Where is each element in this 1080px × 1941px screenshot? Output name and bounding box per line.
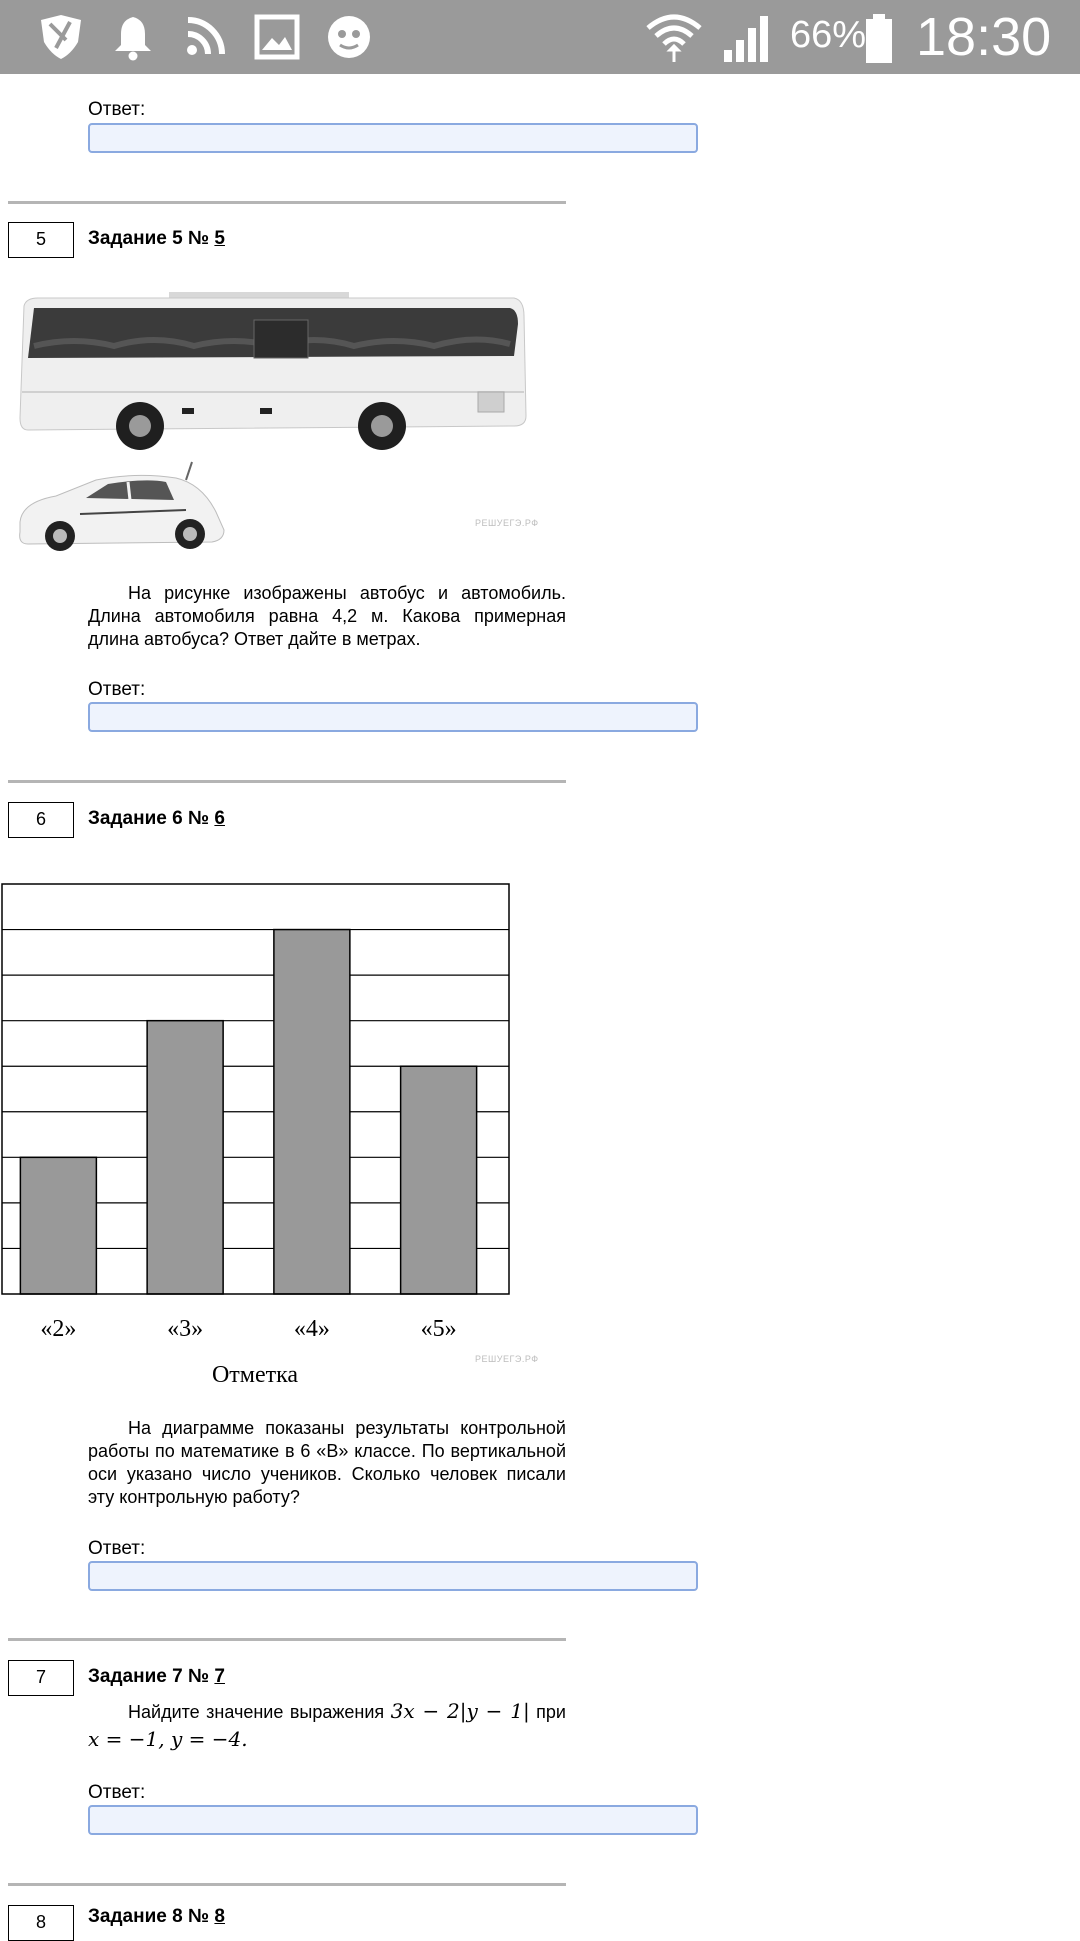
- task-5-text: На рисунке изображены автобус и автомобиль. Длина автомобиля равна 4,2 м. Какова примерная длина автобуса? Ответ дайте в метрах.: [88, 583, 566, 649]
- bar-1: [20, 1157, 96, 1294]
- antivirus-icon: [324, 12, 374, 62]
- task-number-box: 7: [8, 1660, 74, 1696]
- task-title-5: [88, 228, 225, 250]
- task-title-text: Задание 5 №: [88, 228, 210, 249]
- answer-label-4: Ответ:: [88, 99, 146, 120]
- task-title-text: Задание 6 №: [88, 808, 210, 829]
- answer-label-7: Ответ:: [88, 1782, 146, 1803]
- shield-icon: [36, 12, 86, 62]
- task-number-box: 6: [8, 802, 74, 838]
- x-tick-label: «3»: [167, 1316, 204, 1342]
- answer-label-5: Ответ:: [88, 679, 146, 700]
- task-number-box: 8: [8, 1905, 74, 1941]
- bell-icon: [108, 12, 158, 62]
- bar-chart: [0, 880, 560, 1392]
- clock: 18:30: [916, 7, 1052, 67]
- task-6-text: На диаграмме показаны результаты контрольной работы по математике в 6 «В» классе. По вертикальной оси указано число учеников. Сколько человек писали эту контрольную работу?: [88, 1418, 566, 1507]
- answer-input-4[interactable]: [88, 123, 698, 153]
- x-tick-label: «4»: [293, 1316, 330, 1342]
- chart-x-label: Отметка: [211, 1362, 299, 1388]
- divider: [8, 1638, 566, 1641]
- task-title-7: [88, 1666, 225, 1688]
- x-tick-label: «2»: [40, 1316, 77, 1342]
- bus-illustration: [14, 286, 528, 452]
- divider: [8, 1883, 566, 1886]
- task-title-8: [88, 1906, 225, 1928]
- answer-input-6[interactable]: [88, 1561, 698, 1591]
- image-icon: [252, 12, 302, 62]
- task-number-box: 5: [8, 222, 74, 258]
- watermark: РЕШУЕГЭ.РФ: [475, 1354, 539, 1364]
- task-title-text: Задание 7 №: [88, 1666, 210, 1687]
- status-bar: [0, 0, 1080, 74]
- task-7-text-before: Найдите значение выражения: [128, 1702, 385, 1722]
- task-7-expression: 3x − 2|y − 1|: [390, 1699, 530, 1723]
- watermark: РЕШУЕГЭ.РФ: [475, 518, 539, 528]
- battery-percent: 66%: [790, 14, 867, 56]
- task-title-6: [88, 808, 225, 830]
- task-7-text-after: при: [536, 1702, 566, 1722]
- task-link-7[interactable]: 7: [214, 1666, 225, 1687]
- divider: [8, 201, 566, 204]
- car-illustration: [16, 460, 230, 554]
- bar-3: [274, 930, 350, 1294]
- answer-input-7[interactable]: [88, 1805, 698, 1835]
- x-tick-label: «5»: [420, 1316, 457, 1342]
- signal-icon: [722, 14, 774, 64]
- chart-x-ticks: [40, 1316, 456, 1342]
- bar-2: [147, 1021, 223, 1294]
- divider: [8, 780, 566, 783]
- task-7-values: x = −1, y = −4.: [88, 1727, 248, 1751]
- rss-icon: [180, 12, 230, 62]
- task-7-text: [88, 1698, 566, 1754]
- answer-label-6: Ответ:: [88, 1538, 146, 1559]
- bar-4: [401, 1066, 477, 1294]
- task-link-5[interactable]: 5: [214, 228, 225, 249]
- answer-input-5[interactable]: [88, 702, 698, 732]
- task-title-text: Задание 8 №: [88, 1906, 210, 1927]
- wifi-icon: [644, 10, 704, 64]
- task-link-8[interactable]: 8: [214, 1906, 225, 1927]
- battery-icon: [864, 14, 894, 64]
- task-link-6[interactable]: 6: [214, 808, 225, 829]
